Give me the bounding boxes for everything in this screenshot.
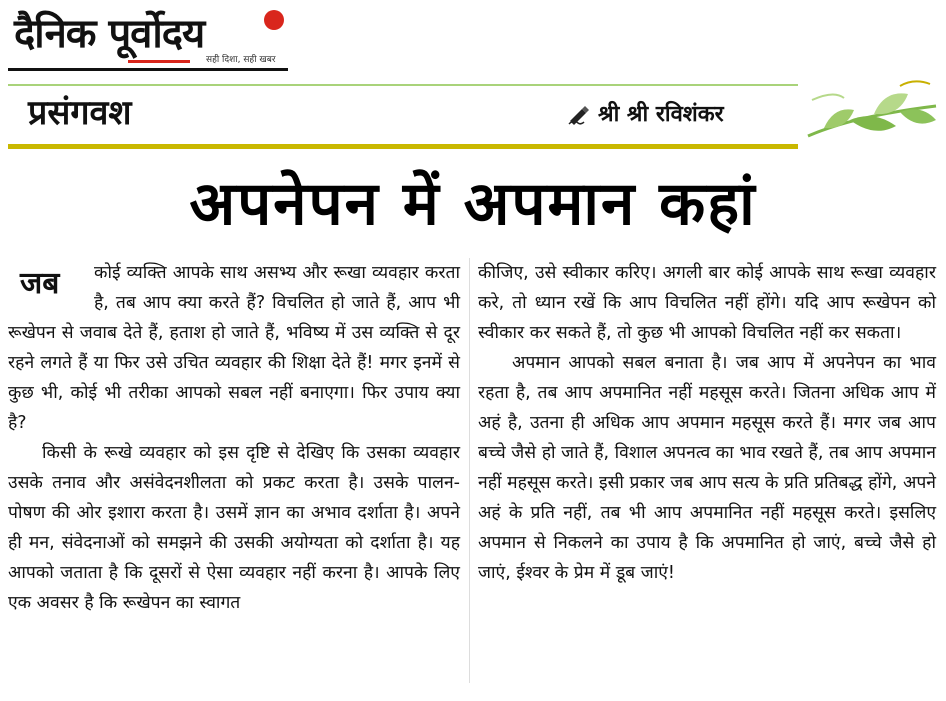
masthead-rule: [8, 68, 288, 71]
article-paragraph: अपमान आपको सबल बनाता है। जब आप में अपनेपन का भाव रहता है, तब आप अपमानित नहीं महसूस करते। जितना अधिक आप में अहं है, उतना ही अधिक आप अपमान महसूस करते हैं। मगर जब आप बच्चे जैसे हो जाते हैं, विशाल अपनत्व का भाव रखते हैं, तब आप अपमान नहीं महसूस करते। इसी प्रकार जब आप सत्य के प्रति प्रतिबद्ध होंगे, अपने अहं के प्रति नहीं, तब भी आप अपमानित नहीं महसूस करते। इसलिए अपमान से निकलने का उपाय है कि अपमानित हो जाएं, बच्चे जैसे हो जाएं, ईश्वर के प्रेम में डूब जाएं!: [478, 353, 936, 583]
newspaper-masthead: [8, 0, 298, 76]
section-title: प्रसंगवश: [28, 93, 132, 133]
leaf-branch-decoration: [804, 76, 940, 152]
logo-red-dot: [264, 10, 284, 30]
author-name: श्री श्री रविशंकर: [598, 102, 724, 127]
article-headline: अपनेपन में अपमान कहां: [189, 169, 757, 239]
column-divider: [469, 258, 470, 683]
article-column-2: [478, 258, 936, 588]
newspaper-logo: दैनिक पूर्वोदय: [14, 11, 205, 57]
masthead-red-line: [128, 60, 190, 63]
article-paragraph: किसी के रूखे व्यवहार को इस दृष्टि से देखिए कि उसका व्यवहार उसके तनाव और असंवेदनशीलता को प्रकट करता है। उसके पालन-पोषण की ओर इशारा करता है। उसमें ज्ञान का अभाव दर्शाता है। अपने ही मन, संवेदनाओं को समझने की उसकी अयोग्यता को दर्शाता है। यह आपको जताता है कि दूसरों से ऐसा व्यवहार नहीं करना है। आपके लिए एक अवसर है कि रूखेपन का स्वागत: [8, 443, 460, 613]
article-dropcap: जब: [20, 266, 60, 301]
article-column-1: [8, 258, 460, 618]
article-paragraph: कीजिए, उसे स्वीकार करिए। अगली बार कोई आपके साथ रूखा व्यवहार करे, तो ध्यान रखें कि आप विचलित नहीं होंगे। यदि आप रूखेपन को स्वीकार कर सकते हैं, तो कुछ भी आपको विचलित नहीं कर सकता।: [478, 263, 936, 343]
author-byline: [568, 98, 724, 128]
section-header-bar: [8, 84, 798, 149]
newspaper-tagline: सही दिशा, सही खबर: [206, 55, 276, 65]
pen-writing-icon: [568, 105, 592, 125]
article-paragraph: कोई व्यक्ति आपके साथ असभ्य और रूखा व्यवहार करता है, तब आप क्या करते हैं? विचलित हो जाते हैं, आप भी रूखेपन से जवाब देते हैं, हताश हो जाते हैं, भविष्य में उस व्यक्ति से दूर रहने लगते हैं या फिर उसे उचित व्यवहार की शिक्षा देते हैं! मगर इनमें से कुछ भी, कोई भी तरीका आपको सबल नहीं बनाएगा। फिर उपाय क्या है?: [8, 263, 460, 433]
